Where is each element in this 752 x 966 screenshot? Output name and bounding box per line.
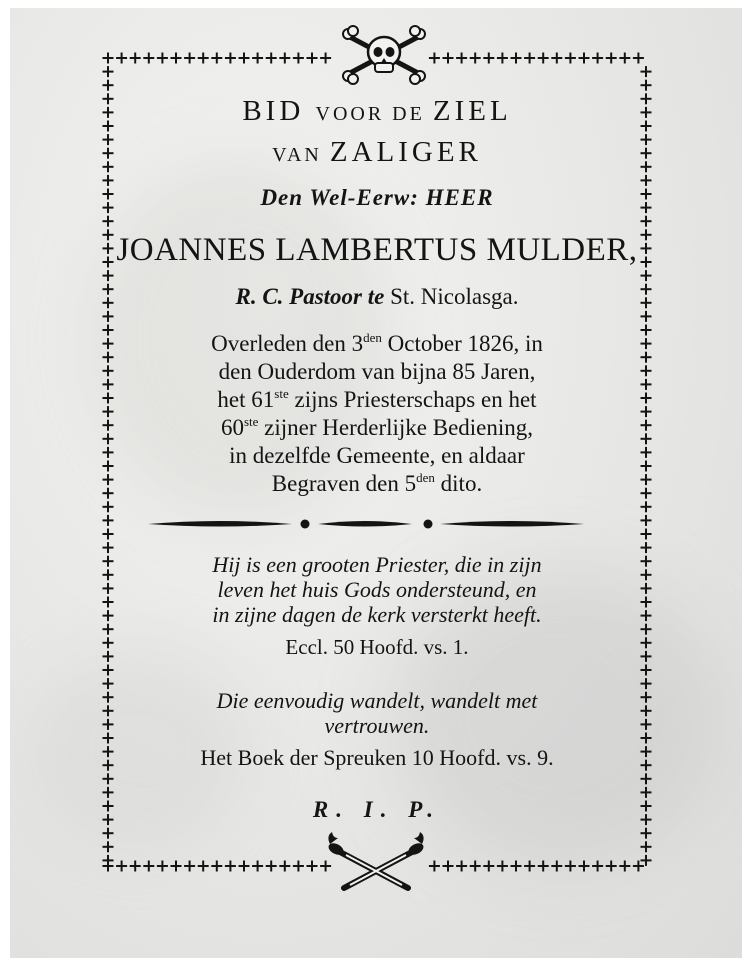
deceased-name: JOANNES LAMBERTUS MULDER, [116, 232, 638, 268]
scripture-reference: Eccl. 50 Hoofd. vs. 1. [285, 635, 469, 659]
obituary-line: Begraven den $5^{den}$ dito. [271, 470, 483, 496]
title-line-2: VAN ZALIGER [272, 136, 482, 168]
quote-line: Hij is een grooten Priester, die in zijn [212, 552, 542, 577]
honorific: Den Wel-Eerw: HEER [260, 185, 494, 210]
obituary-line: het 61ste zijns Priesterschaps en het [217, 386, 537, 412]
obituary-line: in dezelfde Gemeente, en aldaar [229, 443, 525, 468]
separator-rule [148, 520, 584, 529]
quote-line: Die eenvoudig wandelt, wandelt met [216, 688, 538, 713]
obituary-line: den Ouderdom van bijna 85 Jaren, [218, 359, 536, 384]
quote-line: in zijne dagen de kerk versterkt heeft. [212, 602, 542, 627]
crossed-torches-icon [327, 832, 426, 888]
skull-crossbones-icon [343, 26, 425, 84]
title-line-1: BID VOOR DE ZIEL [242, 95, 512, 127]
obituary-line: Overleden den $3^{den}$ October 1826, in [211, 330, 543, 356]
role-line: R. C. Pastoor te St. Nicolasga. [235, 284, 519, 309]
scripture-reference: Het Boek der Spreuken 10 Hoofd. vs. 9. [200, 745, 554, 770]
quote-line: leven het huis Gods ondersteund, en [217, 577, 537, 602]
obituary-line: 60ste zijner Herderlijke Bediening, [220, 414, 534, 440]
closing-rip: R. I. P. [312, 797, 442, 822]
quote-line: vertrouwen. [324, 713, 430, 738]
